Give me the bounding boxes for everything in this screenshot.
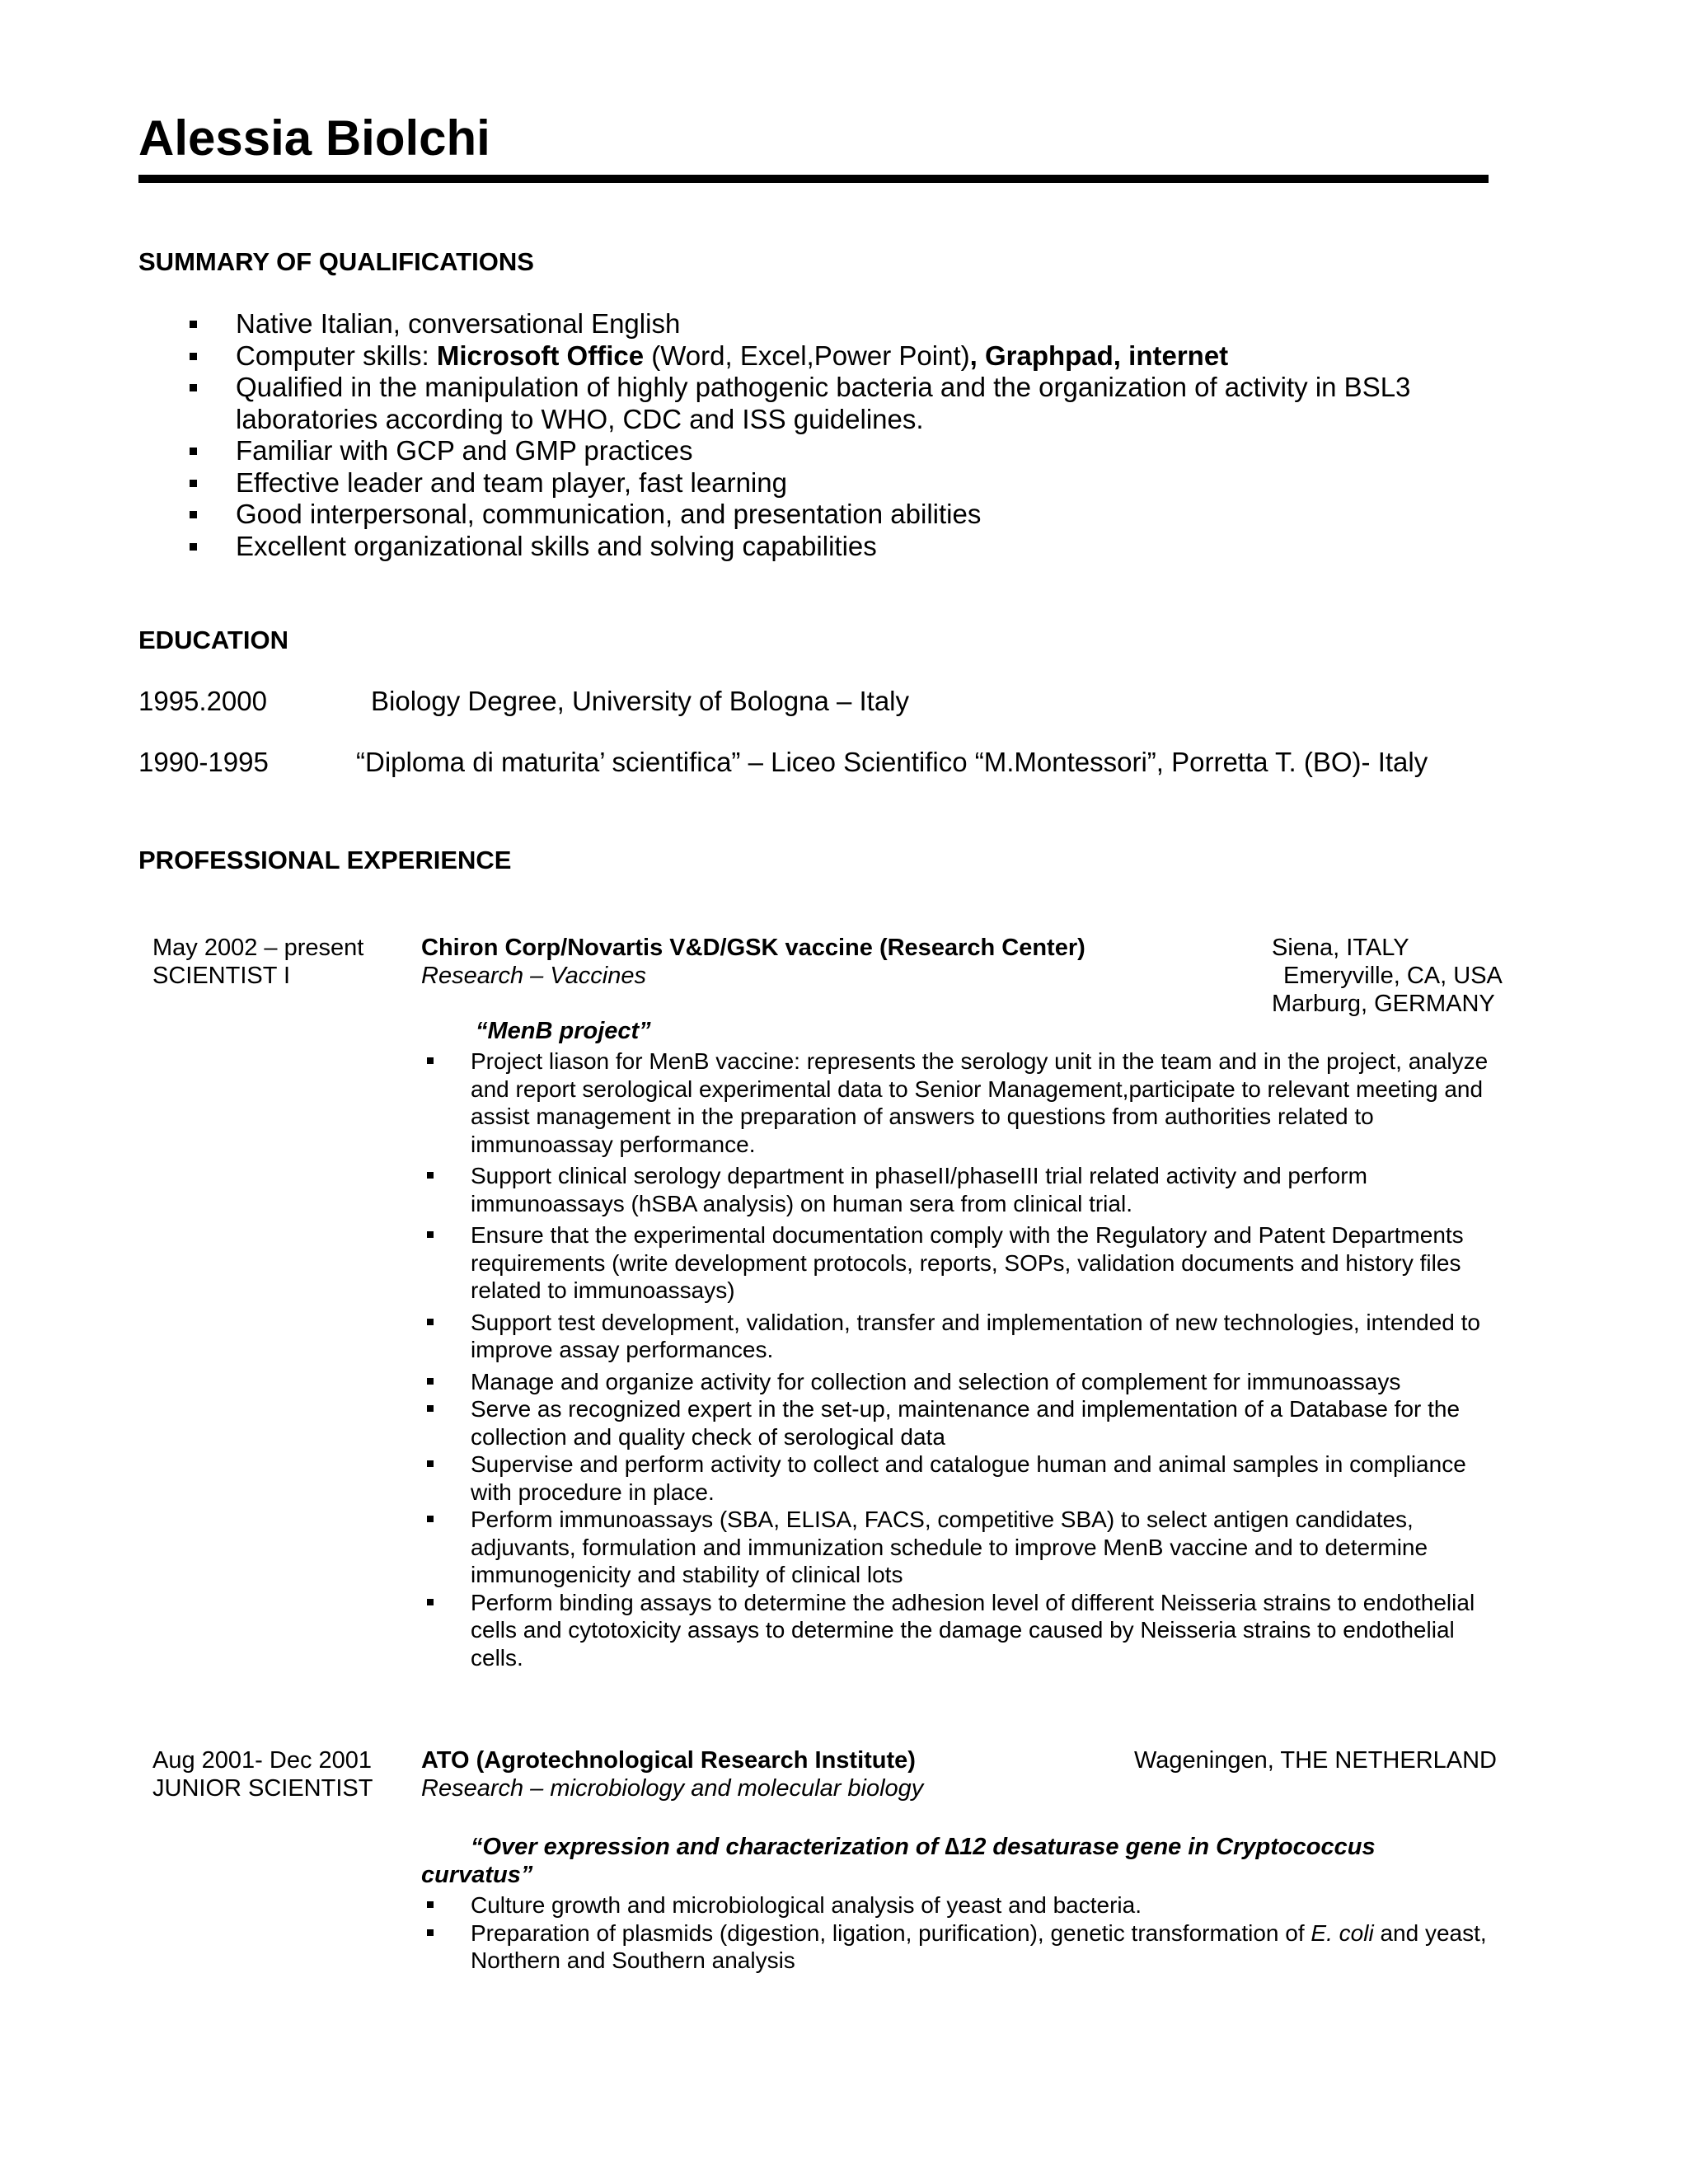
summary-item: Computer skills: Microsoft Office (Word, Excel,Power Point), Graphpad, internet [138,340,1540,373]
employer-name: Chiron Corp/Novartis V&D/GSK vaccine (Research Center) [421,935,1085,961]
job-duties-list [421,1891,1513,1975]
duty-item: Culture growth and microbiological analysis of yeast and bacteria. [421,1891,1513,1919]
summary-item: Good interpersonal, communication, and presentation abilities [138,499,1540,531]
summary-list [138,308,1540,562]
duty-item: Perform immunoassays (SBA, ELISA, FACS, competitive SBA) to select antigen candidates, adjuvants, formulation and immunization schedule to improve MenB vaccine and to determine immunogenicity and stability of clinical lots [421,1506,1513,1589]
education-date: 1995.2000 [138,686,267,716]
duty-item: Ensure that the experimental documentation comply with the Regulatory and Patent Departments requirements (write development protocols, reports, SOPs, validation documents and history files related to immunoassays) [421,1221,1513,1305]
job-employer-block [421,934,1085,990]
duty-item: Serve as recognized expert in the set-up, maintenance and implementation of a Database for the collection and quality check of serological data [421,1395,1513,1451]
job-employer-block [421,1746,923,1802]
summary-item: Familiar with GCP and GMP practices [138,435,1540,467]
job-dates: Aug 2001- Dec 2001 JUNIOR SCIENTIST [152,1747,373,1802]
job-location: Emeryville, CA, USA [1283,963,1503,989]
summary-item: Effective leader and team player, fast learning [138,467,1540,499]
experience-heading: PROFESSIONAL EXPERIENCE [138,846,512,874]
duty-item: Support test development, validation, transfer and implementation of new technologies, intended to improve assay performances. [421,1309,1513,1364]
employer-name: ATO (Agrotechnological Research Institute) [421,1747,916,1774]
project-title: “Over expression and characterization of ∆12 desaturase gene in Cryptococcus curvatus” [421,1834,1376,1888]
summary-item: Native Italian, conversational English [138,308,1540,340]
job-dates: May 2002 – present SCIENTIST I [152,935,364,989]
name-divider [138,175,1489,183]
duty-item: Supervise and perform activity to collect and catalogue human and animal samples in compliance with procedure in place. [421,1451,1513,1506]
summary-item: Excellent organizational skills and solving capabilities [138,531,1540,563]
project-title: “MenB project” [476,1018,651,1044]
employer-department: Research – Vaccines [421,963,646,989]
duty-item: Project liason for MenB vaccine: represents the serology unit in the team and in the project, analyze and report serological experimental data to Senior Management,participate to relevant meeting and assist management in the preparation of answers to questions from authorities related to immunoassay performance. [421,1047,1513,1158]
job-title: SCIENTIST I [152,963,291,989]
education-heading: EDUCATION [138,626,288,654]
employer-department: Research – microbiology and molecular biology [421,1775,924,1802]
duty-item: Perform binding assays to determine the adhesion level of different Neisseria strains to endothelial cells and cytotoxicity assays to determine the damage caused by Neisseria strains to endothelial cells. [421,1589,1513,1672]
job-duties-list [421,1047,1513,1671]
education-date: 1990-1995 [138,747,269,777]
job-location: Wageningen, THE NETHERLAND [1134,1747,1497,1774]
duty-item: Preparation of plasmids (digestion, ligation, purification), genetic transformation of E. coli and yeast, Northern and Southern analysis [421,1919,1513,1975]
candidate-name: Alessia Biolchi [138,110,490,166]
education-text: Biology Degree, University of Bologna – Italy [371,686,910,716]
job-location: Marburg, GERMANY [1272,991,1495,1017]
job-location: Siena, ITALY [1272,935,1409,961]
summary-heading: SUMMARY OF QUALIFICATIONS [138,247,534,276]
duty-item: Support clinical serology department in phaseII/phaseIII trial related activity and perform immunoassays (hSBA analysis) on human sera from clinical trial. [421,1162,1513,1217]
job-title: JUNIOR SCIENTIST [152,1775,373,1802]
education-text: “Diploma di maturita’ scientifica” – Liceo Scientifico “M.Montessori”, Porretta T. (BO)- Italy [356,747,1428,777]
summary-item: Qualified in the manipulation of highly pathogenic bacteria and the organization of activity in BSL3 laboratories according to WHO, CDC and ISS guidelines. [138,372,1505,435]
duty-item: Manage and organize activity for collection and selection of complement for immunoassays [421,1368,1513,1396]
